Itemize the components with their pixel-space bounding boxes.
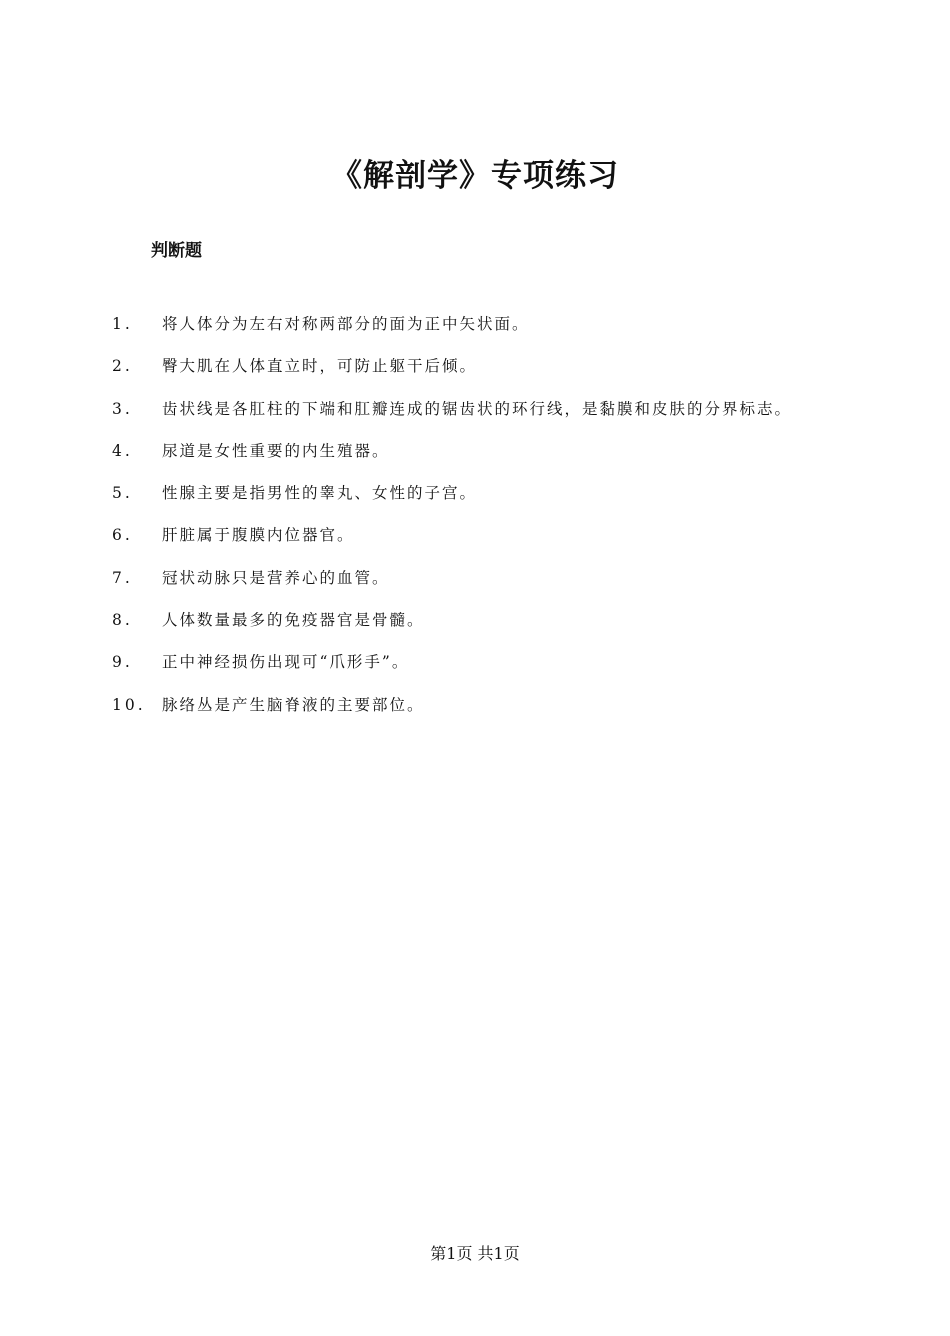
question-text: 将人体分为左右对称两部分的面为正中矢状面。 [162,315,530,333]
question-item [0,607,950,649]
question-number: 4. [112,441,133,460]
question-text: 人体数量最多的免疫器官是骨髓。 [162,611,425,630]
question-item [0,396,950,438]
section-heading: 判断题 [151,241,202,261]
question-item [0,480,950,522]
question-number: 8. [112,611,133,630]
question-text: 脉络丛是产生脑脊液的主要部位。 [162,695,425,714]
question-item [0,438,950,480]
question-text: 臀大肌在人体直立时，可防止躯干后倾。 [162,357,478,376]
question-text: 尿道是女性重要的内生殖器。 [162,441,390,460]
page-footer: 第1页 共1页 [430,1244,520,1263]
question-number: 9. [112,653,133,672]
question-item [0,692,950,734]
question-item [0,565,950,607]
question-number: 5. [112,484,133,503]
question-text: 齿状线是各肛柱的下端和肛瓣连成的锯齿状的环行线，是黏膜和皮肤的分界标志。 [162,399,793,418]
question-item [0,522,950,564]
question-number: 3. [112,399,133,418]
question-text: 正中神经损伤出现可“爪形手”。 [162,653,410,672]
question-list [0,311,950,734]
question-item [0,649,950,691]
question-number: 6. [112,526,133,545]
question-item [0,353,950,395]
question-number: 1. [112,315,133,333]
question-number: 7. [112,568,133,587]
question-text: 冠状动脉只是营养心的血管。 [162,568,390,587]
question-item [0,311,950,353]
question-text: 肝脏属于腹膜内位器官。 [162,526,355,545]
question-text: 性腺主要是指男性的睾丸、女性的子宫。 [162,484,478,503]
question-number: 10. [112,695,146,714]
page-title: 《解剖学》专项练习 [331,158,619,194]
question-number: 2. [112,357,133,376]
